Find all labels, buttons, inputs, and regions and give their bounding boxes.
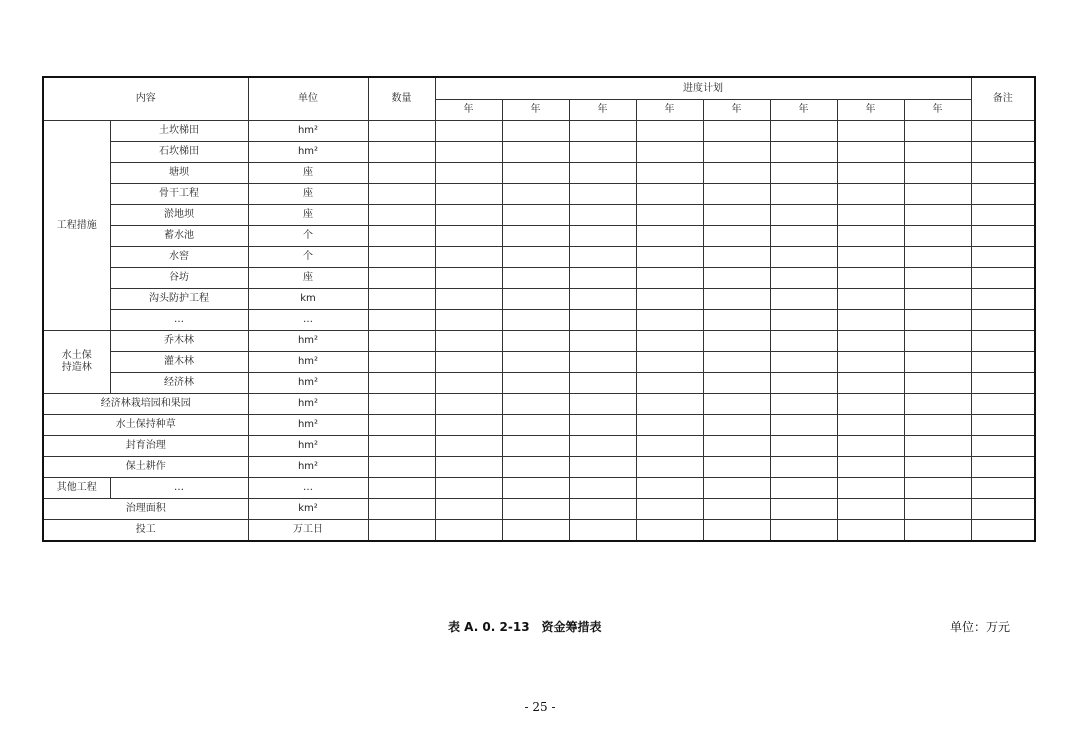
empty-cell xyxy=(636,247,703,268)
empty-cell xyxy=(837,205,904,226)
empty-cell xyxy=(502,331,569,352)
empty-cell xyxy=(770,184,837,205)
empty-cell xyxy=(368,499,435,520)
empty-cell xyxy=(703,373,770,394)
empty-cell xyxy=(435,436,502,457)
empty-cell xyxy=(770,289,837,310)
item-name: 淤地坝 xyxy=(110,205,248,226)
table-body xyxy=(43,121,1035,542)
note-cell xyxy=(971,415,1035,436)
note-cell xyxy=(971,478,1035,499)
empty-cell xyxy=(904,121,971,142)
item-name: 乔木林 xyxy=(110,331,248,352)
empty-cell xyxy=(904,478,971,499)
note-cell xyxy=(971,457,1035,478)
item-name: 灌木林 xyxy=(110,352,248,373)
table-row xyxy=(43,394,1035,415)
header-year: 年 xyxy=(502,100,569,121)
table-row xyxy=(43,415,1035,436)
empty-cell xyxy=(636,394,703,415)
empty-cell xyxy=(770,457,837,478)
empty-cell xyxy=(502,352,569,373)
empty-cell xyxy=(703,415,770,436)
empty-cell xyxy=(837,478,904,499)
empty-cell xyxy=(703,457,770,478)
empty-cell xyxy=(703,478,770,499)
table-row xyxy=(43,331,1035,352)
empty-cell xyxy=(703,205,770,226)
item-name: 石坎梯田 xyxy=(110,142,248,163)
empty-cell xyxy=(770,520,837,542)
empty-cell xyxy=(368,457,435,478)
item-name: 经济林栽培园和果园 xyxy=(43,394,248,415)
empty-cell xyxy=(502,163,569,184)
item-name: 骨干工程 xyxy=(110,184,248,205)
empty-cell xyxy=(636,478,703,499)
note-cell xyxy=(971,436,1035,457)
empty-cell xyxy=(770,499,837,520)
table-row xyxy=(43,226,1035,247)
empty-cell xyxy=(703,121,770,142)
table-row xyxy=(43,142,1035,163)
item-name: 塘坝 xyxy=(110,163,248,184)
note-cell xyxy=(971,142,1035,163)
progress-plan-table xyxy=(42,76,1036,542)
empty-cell xyxy=(770,478,837,499)
empty-cell xyxy=(368,184,435,205)
item-unit: 座 xyxy=(248,268,368,289)
empty-cell xyxy=(636,205,703,226)
table-row xyxy=(43,457,1035,478)
table-row xyxy=(43,520,1035,542)
empty-cell xyxy=(770,436,837,457)
empty-cell xyxy=(636,520,703,542)
empty-cell xyxy=(770,163,837,184)
header-year: 年 xyxy=(435,100,502,121)
item-name: 经济林 xyxy=(110,373,248,394)
header-year: 年 xyxy=(837,100,904,121)
empty-cell xyxy=(770,415,837,436)
empty-cell xyxy=(636,415,703,436)
empty-cell xyxy=(703,499,770,520)
empty-cell xyxy=(904,457,971,478)
item-name: 沟头防护工程 xyxy=(110,289,248,310)
empty-cell xyxy=(569,310,636,331)
empty-cell xyxy=(569,247,636,268)
empty-cell xyxy=(904,415,971,436)
empty-cell xyxy=(904,373,971,394)
empty-cell xyxy=(435,268,502,289)
empty-cell xyxy=(368,352,435,373)
item-unit: hm² xyxy=(248,394,368,415)
empty-cell xyxy=(569,289,636,310)
empty-cell xyxy=(368,289,435,310)
item-name: 封育治理 xyxy=(43,436,248,457)
table-row xyxy=(43,373,1035,394)
note-cell xyxy=(971,121,1035,142)
empty-cell xyxy=(435,415,502,436)
table-row xyxy=(43,184,1035,205)
empty-cell xyxy=(368,247,435,268)
empty-cell xyxy=(770,205,837,226)
empty-cell xyxy=(837,163,904,184)
empty-cell xyxy=(636,352,703,373)
item-unit: hm² xyxy=(248,142,368,163)
empty-cell xyxy=(636,268,703,289)
empty-cell xyxy=(435,310,502,331)
empty-cell xyxy=(636,142,703,163)
empty-cell xyxy=(837,184,904,205)
header-year: 年 xyxy=(770,100,837,121)
empty-cell xyxy=(703,247,770,268)
item-unit: … xyxy=(248,310,368,331)
empty-cell xyxy=(569,331,636,352)
empty-cell xyxy=(502,436,569,457)
empty-cell xyxy=(636,121,703,142)
empty-cell xyxy=(837,373,904,394)
note-cell xyxy=(971,520,1035,542)
empty-cell xyxy=(636,184,703,205)
empty-cell xyxy=(703,520,770,542)
empty-cell xyxy=(502,142,569,163)
item-unit: … xyxy=(248,478,368,499)
empty-cell xyxy=(770,310,837,331)
item-name: … xyxy=(110,310,248,331)
empty-cell xyxy=(368,268,435,289)
item-unit: 座 xyxy=(248,205,368,226)
empty-cell xyxy=(837,499,904,520)
header-year: 年 xyxy=(703,100,770,121)
empty-cell xyxy=(837,121,904,142)
item-unit: 座 xyxy=(248,163,368,184)
item-unit: 个 xyxy=(248,247,368,268)
empty-cell xyxy=(636,373,703,394)
empty-cell xyxy=(435,121,502,142)
empty-cell xyxy=(569,142,636,163)
group-soil-forest: 水土保 持造林 xyxy=(43,331,110,394)
empty-cell xyxy=(368,520,435,542)
item-unit: hm² xyxy=(248,373,368,394)
empty-cell xyxy=(502,184,569,205)
empty-cell xyxy=(368,310,435,331)
table-row xyxy=(43,268,1035,289)
empty-cell xyxy=(703,436,770,457)
empty-cell xyxy=(703,394,770,415)
item-name: 保土耕作 xyxy=(43,457,248,478)
empty-cell xyxy=(770,352,837,373)
empty-cell xyxy=(636,226,703,247)
item-unit: 座 xyxy=(248,184,368,205)
empty-cell xyxy=(904,184,971,205)
table-row xyxy=(43,352,1035,373)
empty-cell xyxy=(435,142,502,163)
empty-cell xyxy=(837,331,904,352)
empty-cell xyxy=(837,310,904,331)
table-caption: 表 A. 0. 2-13 资金筹措表 xyxy=(448,620,602,634)
note-cell xyxy=(971,163,1035,184)
item-name: … xyxy=(110,478,248,499)
item-unit: hm² xyxy=(248,415,368,436)
empty-cell xyxy=(636,457,703,478)
table-row xyxy=(43,289,1035,310)
empty-cell xyxy=(569,121,636,142)
header-note: 备注 xyxy=(971,77,1035,121)
empty-cell xyxy=(502,268,569,289)
item-unit: km² xyxy=(248,499,368,520)
empty-cell xyxy=(703,184,770,205)
empty-cell xyxy=(636,289,703,310)
empty-cell xyxy=(770,121,837,142)
empty-cell xyxy=(904,352,971,373)
empty-cell xyxy=(502,394,569,415)
item-name: 水土保持种草 xyxy=(43,415,248,436)
empty-cell xyxy=(703,331,770,352)
empty-cell xyxy=(435,289,502,310)
empty-cell xyxy=(703,142,770,163)
empty-cell xyxy=(837,394,904,415)
item-unit: hm² xyxy=(248,331,368,352)
empty-cell xyxy=(502,121,569,142)
note-cell xyxy=(971,373,1035,394)
empty-cell xyxy=(368,226,435,247)
empty-cell xyxy=(770,394,837,415)
empty-cell xyxy=(368,394,435,415)
header-year: 年 xyxy=(636,100,703,121)
table-row xyxy=(43,310,1035,331)
header-row-1 xyxy=(43,77,1035,100)
group-engineering: 工程措施 xyxy=(43,121,110,331)
empty-cell xyxy=(368,163,435,184)
empty-cell xyxy=(904,247,971,268)
empty-cell xyxy=(770,142,837,163)
item-name: 治理面积 xyxy=(43,499,248,520)
empty-cell xyxy=(569,478,636,499)
empty-cell xyxy=(904,331,971,352)
empty-cell xyxy=(368,142,435,163)
empty-cell xyxy=(837,436,904,457)
empty-cell xyxy=(837,247,904,268)
header-quantity: 数量 xyxy=(368,77,435,121)
empty-cell xyxy=(569,184,636,205)
note-cell xyxy=(971,226,1035,247)
empty-cell xyxy=(569,163,636,184)
note-cell xyxy=(971,499,1035,520)
item-name: 水窖 xyxy=(110,247,248,268)
empty-cell xyxy=(837,415,904,436)
empty-cell xyxy=(569,436,636,457)
page-number: - 25 - xyxy=(524,700,556,714)
empty-cell xyxy=(435,457,502,478)
empty-cell xyxy=(435,373,502,394)
item-name: 土坎梯田 xyxy=(110,121,248,142)
item-unit: 万工日 xyxy=(248,520,368,542)
empty-cell xyxy=(502,247,569,268)
empty-cell xyxy=(368,478,435,499)
empty-cell xyxy=(904,436,971,457)
empty-cell xyxy=(904,520,971,542)
table-row xyxy=(43,121,1035,142)
empty-cell xyxy=(569,268,636,289)
empty-cell xyxy=(703,352,770,373)
empty-cell xyxy=(435,247,502,268)
empty-cell xyxy=(636,163,703,184)
empty-cell xyxy=(904,394,971,415)
empty-cell xyxy=(435,520,502,542)
empty-cell xyxy=(904,226,971,247)
empty-cell xyxy=(703,163,770,184)
empty-cell xyxy=(837,142,904,163)
header-year: 年 xyxy=(904,100,971,121)
empty-cell xyxy=(569,520,636,542)
empty-cell xyxy=(435,331,502,352)
empty-cell xyxy=(636,310,703,331)
empty-cell xyxy=(502,499,569,520)
empty-cell xyxy=(569,226,636,247)
empty-cell xyxy=(904,268,971,289)
table-row xyxy=(43,163,1035,184)
empty-cell xyxy=(703,268,770,289)
note-cell xyxy=(971,289,1035,310)
note-cell xyxy=(971,310,1035,331)
note-cell xyxy=(971,331,1035,352)
empty-cell xyxy=(435,352,502,373)
empty-cell xyxy=(770,247,837,268)
header-schedule: 进度计划 xyxy=(435,77,971,100)
header-content: 内容 xyxy=(43,77,248,121)
empty-cell xyxy=(435,499,502,520)
empty-cell xyxy=(368,331,435,352)
empty-cell xyxy=(502,457,569,478)
empty-cell xyxy=(904,205,971,226)
empty-cell xyxy=(904,142,971,163)
empty-cell xyxy=(569,373,636,394)
empty-cell xyxy=(837,352,904,373)
note-cell xyxy=(971,247,1035,268)
empty-cell xyxy=(502,415,569,436)
empty-cell xyxy=(368,121,435,142)
empty-cell xyxy=(368,205,435,226)
empty-cell xyxy=(904,289,971,310)
empty-cell xyxy=(435,394,502,415)
empty-cell xyxy=(502,373,569,394)
group-other: 其他工程 xyxy=(43,478,110,499)
empty-cell xyxy=(636,499,703,520)
empty-cell xyxy=(368,436,435,457)
empty-cell xyxy=(368,373,435,394)
item-unit: hm² xyxy=(248,457,368,478)
empty-cell xyxy=(569,457,636,478)
item-unit: 个 xyxy=(248,226,368,247)
item-name: 谷坊 xyxy=(110,268,248,289)
empty-cell xyxy=(770,331,837,352)
unit-note: 单位：万元 xyxy=(950,620,1011,634)
empty-cell xyxy=(435,205,502,226)
empty-cell xyxy=(435,478,502,499)
note-cell xyxy=(971,394,1035,415)
table-row xyxy=(43,478,1035,499)
item-name: 投工 xyxy=(43,520,248,542)
empty-cell xyxy=(703,310,770,331)
empty-cell xyxy=(502,205,569,226)
empty-cell xyxy=(569,415,636,436)
empty-cell xyxy=(904,163,971,184)
item-unit: hm² xyxy=(248,436,368,457)
empty-cell xyxy=(502,310,569,331)
empty-cell xyxy=(703,289,770,310)
note-cell xyxy=(971,205,1035,226)
empty-cell xyxy=(569,205,636,226)
empty-cell xyxy=(904,499,971,520)
empty-cell xyxy=(837,226,904,247)
item-name: 蓄水池 xyxy=(110,226,248,247)
note-cell xyxy=(971,352,1035,373)
table-row xyxy=(43,247,1035,268)
table-row xyxy=(43,499,1035,520)
header-unit: 单位 xyxy=(248,77,368,121)
empty-cell xyxy=(770,373,837,394)
empty-cell xyxy=(703,226,770,247)
empty-cell xyxy=(502,226,569,247)
empty-cell xyxy=(837,268,904,289)
empty-cell xyxy=(837,289,904,310)
empty-cell xyxy=(636,436,703,457)
empty-cell xyxy=(435,184,502,205)
header-year: 年 xyxy=(569,100,636,121)
empty-cell xyxy=(904,310,971,331)
item-unit: km xyxy=(248,289,368,310)
empty-cell xyxy=(837,457,904,478)
empty-cell xyxy=(502,478,569,499)
empty-cell xyxy=(502,289,569,310)
empty-cell xyxy=(435,163,502,184)
note-cell xyxy=(971,184,1035,205)
table-row xyxy=(43,436,1035,457)
empty-cell xyxy=(435,226,502,247)
empty-cell xyxy=(770,268,837,289)
empty-cell xyxy=(770,226,837,247)
empty-cell xyxy=(502,520,569,542)
item-unit: hm² xyxy=(248,121,368,142)
empty-cell xyxy=(569,394,636,415)
table-row xyxy=(43,205,1035,226)
empty-cell xyxy=(837,520,904,542)
empty-cell xyxy=(569,352,636,373)
note-cell xyxy=(971,268,1035,289)
empty-cell xyxy=(368,415,435,436)
empty-cell xyxy=(569,499,636,520)
item-unit: hm² xyxy=(248,352,368,373)
empty-cell xyxy=(636,331,703,352)
